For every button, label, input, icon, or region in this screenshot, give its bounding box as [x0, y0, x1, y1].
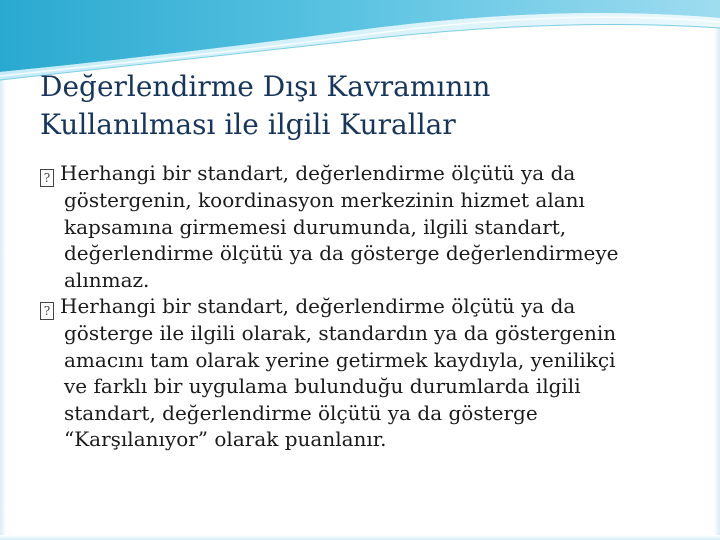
paragraph-2-text-1: Herhangi bir standart, değerlendirme ölçütü ya da — [60, 294, 576, 318]
paragraph-1-line-3: kapsamına girmemesi durumunda, ilgili standart, — [64, 214, 567, 239]
paragraph-2-line-1 — [40, 293, 700, 320]
slide-title — [40, 68, 680, 144]
slide-body — [40, 160, 700, 453]
bullet-icon: ? — [40, 302, 54, 320]
paragraph-2-line-5: standart, değerlendirme ölçütü ya da gösterge — [64, 400, 538, 425]
paragraph-1-line-5: alınmaz. — [64, 267, 150, 292]
paragraph-2-line-2: gösterge ile ilgili olarak, standardın ya da göstergenin — [64, 321, 617, 345]
bullet-paragraph-2 — [40, 293, 700, 453]
bottom-edge-shade — [0, 535, 720, 540]
paragraph-1-text-1: Herhangi bir standart, değerlendirme ölçütü ya da — [60, 161, 576, 185]
paragraph-1-line-1 — [40, 160, 700, 187]
paragraph-1-line-2: göstergenin, koordinasyon merkezinin hizmet alanı — [64, 188, 585, 212]
title-line-1: Değerlendirme Dışı Kavramının — [40, 70, 491, 103]
bullet-paragraph-1 — [40, 160, 700, 293]
paragraph-2-line-6: “Karşılanıyor” olarak puanlanır. — [64, 427, 387, 451]
title-line-2: Kullanılması ile ilgili Kurallar — [40, 108, 456, 141]
bullet-icon: ? — [40, 169, 54, 187]
paragraph-2-line-3: amacını tam olarak yerine getirmek kaydıyla, yenilikçi — [64, 347, 616, 372]
paragraph-2-line-4: ve farklı bir uygulama bulunduğu durumlarda ilgili — [64, 374, 581, 398]
paragraph-1-line-4: değerlendirme ölçütü ya da gösterge değerlendirmeye — [64, 241, 619, 265]
